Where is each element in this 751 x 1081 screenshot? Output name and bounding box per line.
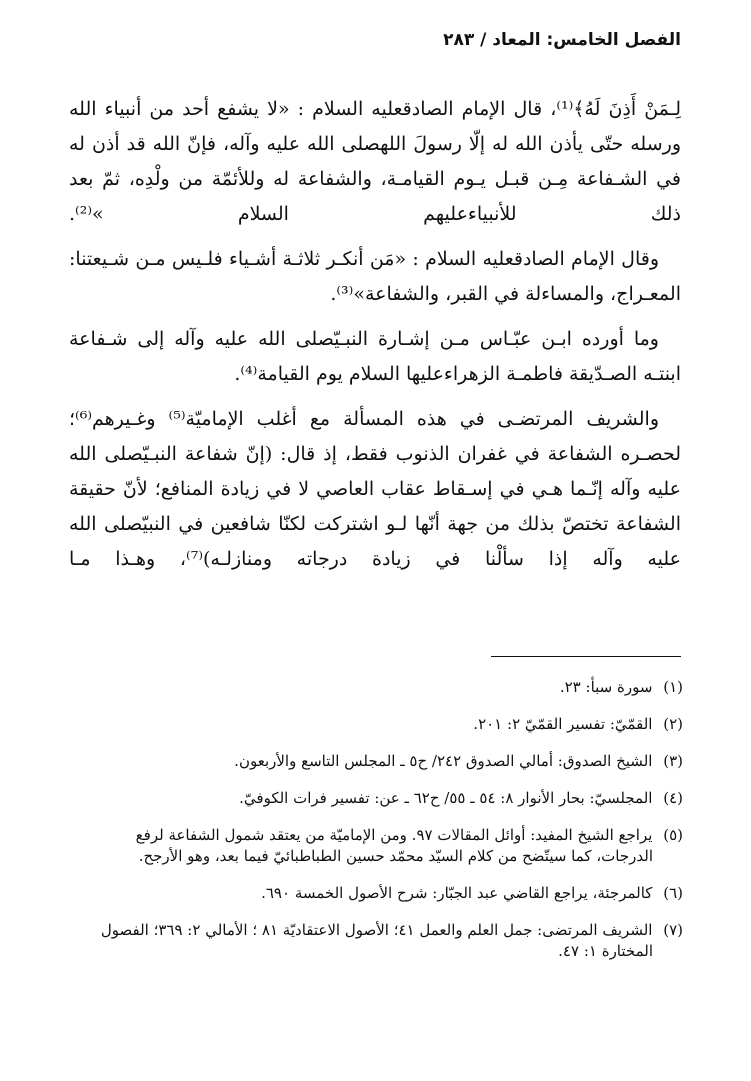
footnote-number: (٦): [663, 884, 683, 902]
footnote-text: الشيخ الصدوق: أمالي الصدوق ٢٤٢/ ح٥ ـ المجلس التاسع والأربعون.: [234, 752, 653, 770]
paragraph-2: وقال الإمام الصادقعليه السلام : «مَن أنكـر ثلاثـة أشـياء فلـيس مـن شـيعتنا: المعـراج، والمساءلة في القبر، والشفاعة»⁽³⁾.: [69, 248, 681, 305]
footnotes: [67, 677, 683, 978]
footnote-text: القمّيّ: تفسير القمّيّ ٢: ٢٠١.: [473, 715, 653, 733]
footnote-text: المجلسيّ: بحار الأنوار ٨: ٥٤ ـ ٥٥/ ح٦٢ ـ عن: تفسير فرات الكوفيّ.: [239, 789, 653, 807]
footnote-number: (١): [663, 678, 683, 696]
footnote-number: (٢): [663, 715, 683, 733]
footnote-continuation: المختارة ١: ٤٧.: [558, 942, 653, 960]
footnote-text: سورة سبأ: ٢٣.: [559, 678, 653, 696]
paragraph-3: وما أورده ابـن عبّـاس مـن إشـارة النبـيّصلى الله عليه وآله إلى شـفاعة ابنتـه الصـدّيقة فاطمـة الزهراءعليها السلام يوم القيامة⁽⁴⁾.: [69, 328, 681, 385]
paragraph-4: والشريف المرتضـى في هذه المسألة مع أغلب الإماميّة⁽⁵⁾ وغـيرهم⁽⁶⁾؛ لحصـره الشفاعة في غفران الذنوب فقط، إذ قال: (إنّ شفاعة النبـيّصلى الله عليه وآله إنّـما هـي في إسـقاط عقاب العاصي لا في زيادة المنافع؛ لأنّ حقيقة الشفاعة تختصّ بذلك من جهة أنّها لـو اشتركت لكنّا شافعين في النبيّصلى الله عليه وآله إذا سألْنا في زيادة درجاته ومنازلـه)⁽⁷⁾، وهـذا مـا: [69, 408, 681, 570]
footnote-7: [67, 920, 683, 962]
footnote-2: [67, 714, 683, 735]
footnote-continuation: الدرجات، كما سيتّضح من كلام السيّد محمّد حسين الطباطبائيّ فيما بعد، وهو الأرجح.: [138, 847, 653, 865]
footnote-number: (٣): [663, 752, 683, 770]
paragraph-1: لِـمَنْ أَذِنَ لَهُ﴾⁽¹⁾، قال الإمام الصادقعليه السلام : «لا يشفع أحد من أنبياء الله ورسله حتّى يأذن الله له إلّا رسولَ اللهصلى الله عليه وآله، فإنّ الله قد أذن له في الشـفاعة مِـن قبـل يـوم القيامـة، والشفاعة له وللأئمّة من ولْدِه، ثمّ بعد ذلك للأنبياءعليهم السلام »⁽²⁾.: [69, 98, 681, 225]
main-text: [69, 92, 681, 587]
footnote-1: [67, 677, 683, 698]
running-header: الفصل الخامس: المعاد / ٢٨٣: [443, 30, 681, 50]
footnote-separator: [491, 656, 681, 657]
footnote-4: [67, 788, 683, 809]
footnote-number: (٤): [663, 789, 683, 807]
footnote-6: [67, 883, 683, 904]
footnote-text: كالمرجئة، يراجع القاضي عبد الجبّار: شرح الأصول الخمسة ٦٩٠.: [261, 884, 653, 902]
footnote-5: [67, 825, 683, 867]
footnote-3: [67, 751, 683, 772]
footnote-text: يراجع الشيخ المفيد: أوائل المقالات ٩٧. ومن الإماميّة من يعتقد شمول الشفاعة لرفع: [135, 826, 653, 844]
footnote-number: (٧): [663, 921, 683, 939]
footnote-text: الشريف المرتضى: جمل العلم والعمل ٤١؛ الأصول الاعتقاديّة ٨١ ؛ الأمالي ٢: ٣٦٩؛ الفصول: [100, 921, 653, 939]
footnote-number: (٥): [663, 826, 683, 844]
